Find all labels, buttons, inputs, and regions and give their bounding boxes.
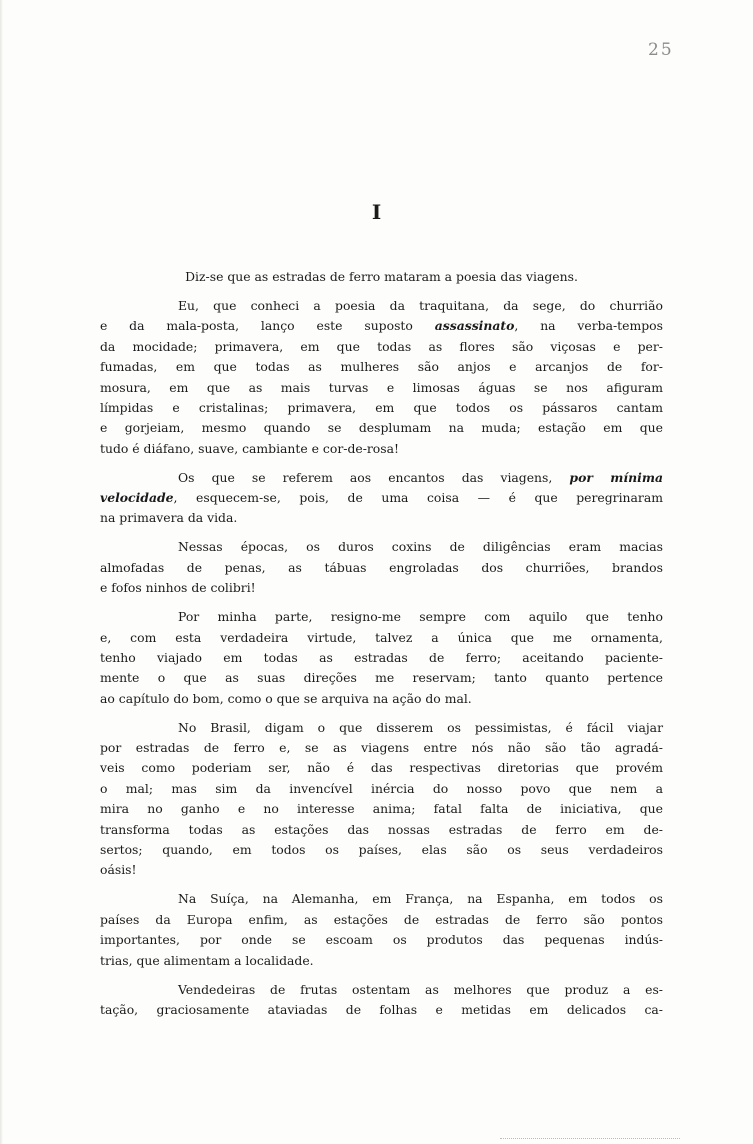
paragraph (100, 267, 663, 287)
paragraph (100, 889, 663, 971)
text-line: almofadas de penas, as tábuas engroladas dos churriões, brandos (100, 559, 663, 575)
italic-phrase: velocidade (100, 490, 174, 506)
paragraph (100, 537, 663, 598)
text-line: veis como poderiam ser, não é das respectivas diretorias que provém (100, 760, 663, 776)
text-line: oásis! (100, 862, 137, 878)
text-line: tudo é diáfano, suave, cambiante e cor-de-rosa! (100, 440, 399, 456)
text-line: Diz-se que as estradas de ferro mataram a poesia das viagens. (185, 269, 578, 284)
text-line: fumadas, em que todas as mulheres são anjos e arcanjos de for- (100, 359, 663, 375)
text-line: Na Suíça, na Alemanha, em França, na Espanha, em todos os (178, 891, 663, 907)
text-line: e, com esta verdadeira virtude, talvez a única que me ornamenta, (100, 629, 663, 645)
text-line: sertos; quando, em todos os países, elas são os seus verdadeiros (100, 842, 663, 858)
text-line: e fofos ninhos de colibri! (100, 580, 256, 596)
text-line: transforma todas as estações das nossas estradas de ferro em de- (100, 821, 663, 837)
text-line: límpidas e cristalinas; primavera, em que todos os pássaros cantam (100, 399, 663, 415)
scan-artifact (500, 1138, 680, 1141)
text-line: trias, que alimentam a localidade. (100, 952, 314, 968)
text-line: tação, graciosamente ataviadas de folhas e metidas em delicados ca- (100, 1001, 663, 1017)
chapter-heading: I (371, 200, 382, 224)
body-text (100, 267, 663, 1029)
italic-phrase: assassinato (434, 318, 515, 334)
text-line: Vendedeiras de frutas ostentam as melhores que produz a es- (178, 981, 663, 997)
text-line: Eu, que conheci a poesia da traquitana, da sege, do churrião (178, 297, 663, 313)
text-line: Nessas épocas, os duros coxins de diligências eram macias (178, 539, 663, 555)
paragraph (100, 718, 663, 881)
page-number: 25 (648, 40, 674, 60)
text-line: mosura, em que as mais turvas e limosas águas se nos afiguram (100, 379, 663, 395)
paragraph (100, 980, 663, 1021)
text-line: países da Europa enfim, as estações de estradas de ferro são pontos (100, 911, 663, 927)
text-line: da mocidade; primavera, em que todas as flores são viçosas e per- (100, 338, 663, 354)
text-line: Os que se referem aos encantos das viagens, por mínima (178, 469, 663, 485)
text-line: Por minha parte, resigno-me sempre com aquilo que tenho (178, 609, 663, 625)
text-line: por estradas de ferro e, se as viagens entre nós não são tão agradá- (100, 740, 663, 756)
paragraph (100, 468, 663, 529)
text-line: na primavera da vida. (100, 510, 238, 526)
text-line: e gorjeiam, mesmo quando se desplumam na muda; estação em que (100, 420, 663, 436)
text-line: No Brasil, digam o que disserem os pessimistas, é fácil viajar (178, 719, 663, 735)
text-line: mente o que as suas direções me reservam; tanto quanto pertence (100, 670, 663, 686)
text-line: e da mala-posta, lanço este suposto assassinato, na verba-tempos (100, 318, 663, 334)
paragraph (100, 607, 663, 709)
paragraph (100, 296, 663, 459)
italic-phrase: por mínima (569, 469, 663, 485)
text-line: importantes, por onde se escoam os produtos das pequenas indús- (100, 932, 663, 948)
text-line: velocidade, esquecem-se, pois, de uma coisa — é que peregrinaram (100, 490, 663, 506)
text-line: tenho viajado em todas as estradas de ferro; aceitando paciente- (100, 649, 663, 665)
text-line: ao capítulo do bom, como o que se arquiva na ação do mal. (100, 690, 472, 706)
text-line: o mal; mas sim da invencível inércia do nosso povo que nem a (100, 780, 663, 796)
text-line: mira no ganho e no interesse anima; fatal falta de iniciativa, que (100, 801, 663, 817)
page-edge-shadow (0, 0, 3, 1144)
